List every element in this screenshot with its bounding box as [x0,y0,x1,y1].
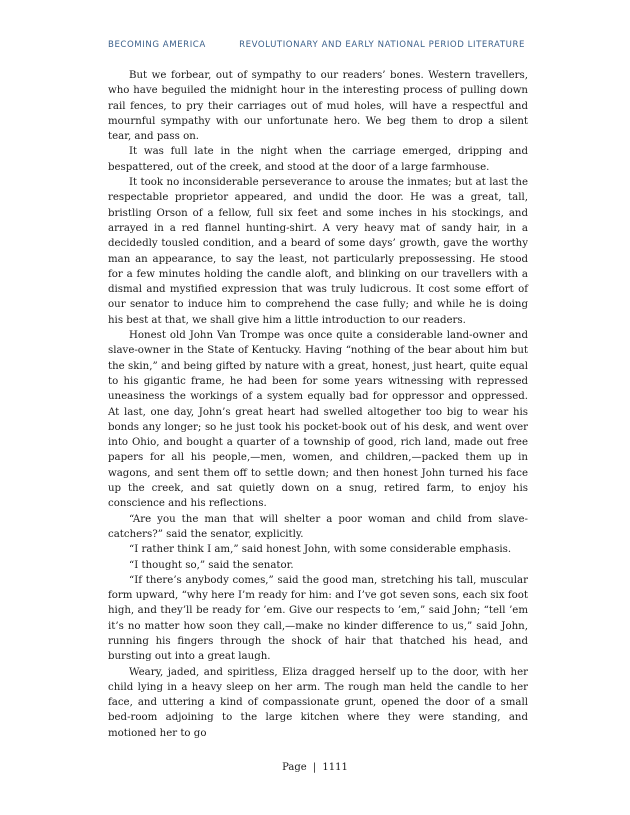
page-separator: | [312,762,317,773]
section-title: REVOLUTIONARY AND EARLY NATIONAL PERIOD LITERATURE [239,40,525,50]
paragraph: Weary, jaded, and spiritless, Eliza dragged herself up to the door, with her child lying in a heavy sleep on her arm. The rough man held the candle to her face, and uttering a kind of compassionate grunt, opened the door of a small bed-room adjoining to the large kitchen where they were standing, and motioned her to go [108,666,528,739]
page-number: 1111 [322,762,348,773]
paragraph: “I thought so,” said the senator. [129,559,294,571]
paragraph: But we forbear, out of sympathy to our readers’ bones. Western travellers, who have beguiled the midnight hour in the interesting process of pulling down rail fences, to pry their carriages out of mud holes, will have a respectful and mournful sympathy with our unfortunate hero. We beg them to drop a silent tear, and pass on. [108,70,528,143]
paragraph: “I rather think I am,” said honest John, with some considerable emphasis. [129,544,512,556]
paragraph: Honest old John Van Trompe was once quite a considerable land-owner and slave-owner in the State of Kentucky. Having “nothing of the bear about him but the skin,” and being gifted by nature with a great, honest, just heart, quite equal to his gigantic frame, he had been for some years witnessing with repressed uneasiness the workings of a system equally bad for oppressor and oppressed. At last, one day, John’s great heart had swelled altogether too big to wear his bonds any longer; so he just took his pocket-book out of his desk, and went over into Ohio, and bought a quarter of a township of good, rich land, made out free papers for all his people,—men, women, and children,—packed them up in wagons, and sent them off to settle down; and then honest John turned his face up the creek, and sat quietly down on a snug, retired farm, to enjoy his conscience and his reflections. [108,330,528,510]
paragraph: It took no inconsiderable perseverance to arouse the inmates; but at last the respectable proprietor appeared, and undid the door. He was a great, tall, bristling Orson of a fellow, full six feet and some inches in his stockings, and arrayed in a red flannel hunting-shirt. A very heavy mat of sandy hair, in a decidedly tousled condition, and a beard of some days’ growth, gave the worthy man an appearance, to say the least, not particularly prepossessing. He stood for a few minutes holding the candle aloft, and blinking on our travellers with a dismal and mystified expression that was truly ludicrous. It cost some effort of our senator to induce him to comprehend the case fully; and while he is doing his best at that, we shall give him a little introduction to our readers. [108,177,528,326]
series-title: BECOMING AMERICA [108,40,206,50]
page-label: Page [282,762,307,773]
running-header [108,40,528,50]
paragraph: “Are you the man that will shelter a poor woman and child from slave-catchers?” said the senator, explicitly. [108,513,528,540]
paragraph: It was full late in the night when the carriage emerged, dripping and bespattered, out of the creek, and stood at the door of a large farmhouse. [108,146,528,173]
page-footer [0,762,630,773]
paragraph: “If there’s anybody comes,” said the good man, stretching his tall, muscular form upward, “why here I’m ready for him: and I’ve got seven sons, each six foot high, and they’ll be ready for ’em. Give our respects to ’em,” said John; “tell ’em it’s no matter how soon they call,—make no kinder difference to us,” said John, running his fingers through the shock of hair that thatched his head, and bursting out into a great laugh. [108,574,528,663]
body-text [108,68,528,741]
